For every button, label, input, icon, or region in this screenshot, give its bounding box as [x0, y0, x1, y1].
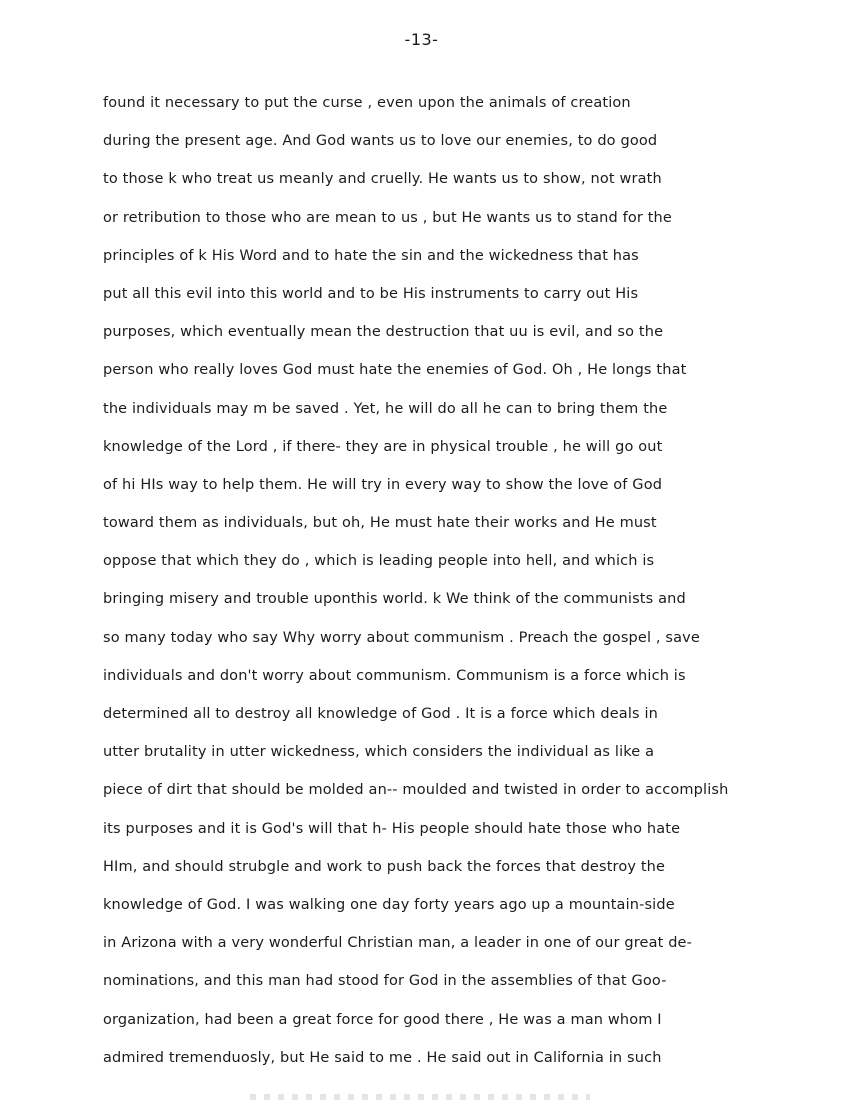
- text-line: so many today who say Why worry about communism . Preach the gospel , save: [103, 629, 700, 646]
- text-line: or retribution to those who are mean to us , but He wants us to stand for the: [103, 209, 672, 226]
- text-line: in Arizona with a very wonderful Christian man, a leader in one of our great de-: [103, 935, 693, 952]
- text-line: utter brutality in utter wickedness, which considers the individual as like a: [103, 744, 655, 761]
- text-line: during the present age. And God wants us to love our enemies, to do good: [103, 133, 658, 150]
- text-line: the individuals may m be saved . Yet, he will do all he can to bring them the: [103, 400, 668, 417]
- text-line: principles of k His Word and to hate the sin and the wickedness that has: [103, 247, 639, 264]
- text-line: organization, had been a great force for good there , He was a man whom I: [103, 1011, 662, 1028]
- text-line: put all this evil into this world and to be His instruments to carry out His: [103, 285, 639, 302]
- text-line: purposes, which eventually mean the destruction that uu is evil, and so the: [103, 324, 664, 341]
- text-line: toward them as individuals, but oh, He must hate their works and He must: [103, 515, 657, 532]
- text-line: its purposes and it is God's will that h- His people should hate those who hate: [103, 820, 681, 837]
- text-line: oppose that which they do , which is leading people into hell, and which is: [103, 553, 655, 570]
- text-line: piece of dirt that should be molded an-- moulded and twisted in order to accomplish: [103, 782, 729, 799]
- text-line: of hi HIs way to help them. He will try in every way to show the love of God: [103, 476, 663, 493]
- text-line: individuals and don't worry about communism. Communism is a force which is: [103, 667, 686, 684]
- text-line: bringing misery and trouble uponthis world. k We think of the communists and: [103, 591, 686, 608]
- text-line: HIm, and should strubgle and work to push back the forces that destroy the: [103, 858, 666, 875]
- text-line: knowledge of the Lord , if there- they are in physical trouble , he will go out: [103, 438, 663, 455]
- text-line: person who really loves God must hate the enemies of God. Oh , He longs that: [103, 362, 687, 379]
- body-text: [103, 84, 843, 1077]
- text-line: determined all to destroy all knowledge of God . It is a force which deals in: [103, 706, 658, 722]
- text-line: knowledge of God. I was walking one day forty years ago up a mountain-side: [103, 896, 675, 913]
- text-line: to those k who treat us meanly and cruelly. He wants us to show, not wrath: [103, 171, 662, 188]
- page-number: -13-: [404, 30, 439, 49]
- text-line: nominations, and this man had stood for God in the assemblies of that Goo-: [103, 973, 667, 990]
- scan-artifact: [250, 1094, 590, 1100]
- text-line: admired tremenduosly, but He said to me . He said out in California in such: [103, 1049, 662, 1066]
- text-line: found it necessary to put the curse , even upon the animals of creation: [103, 95, 631, 111]
